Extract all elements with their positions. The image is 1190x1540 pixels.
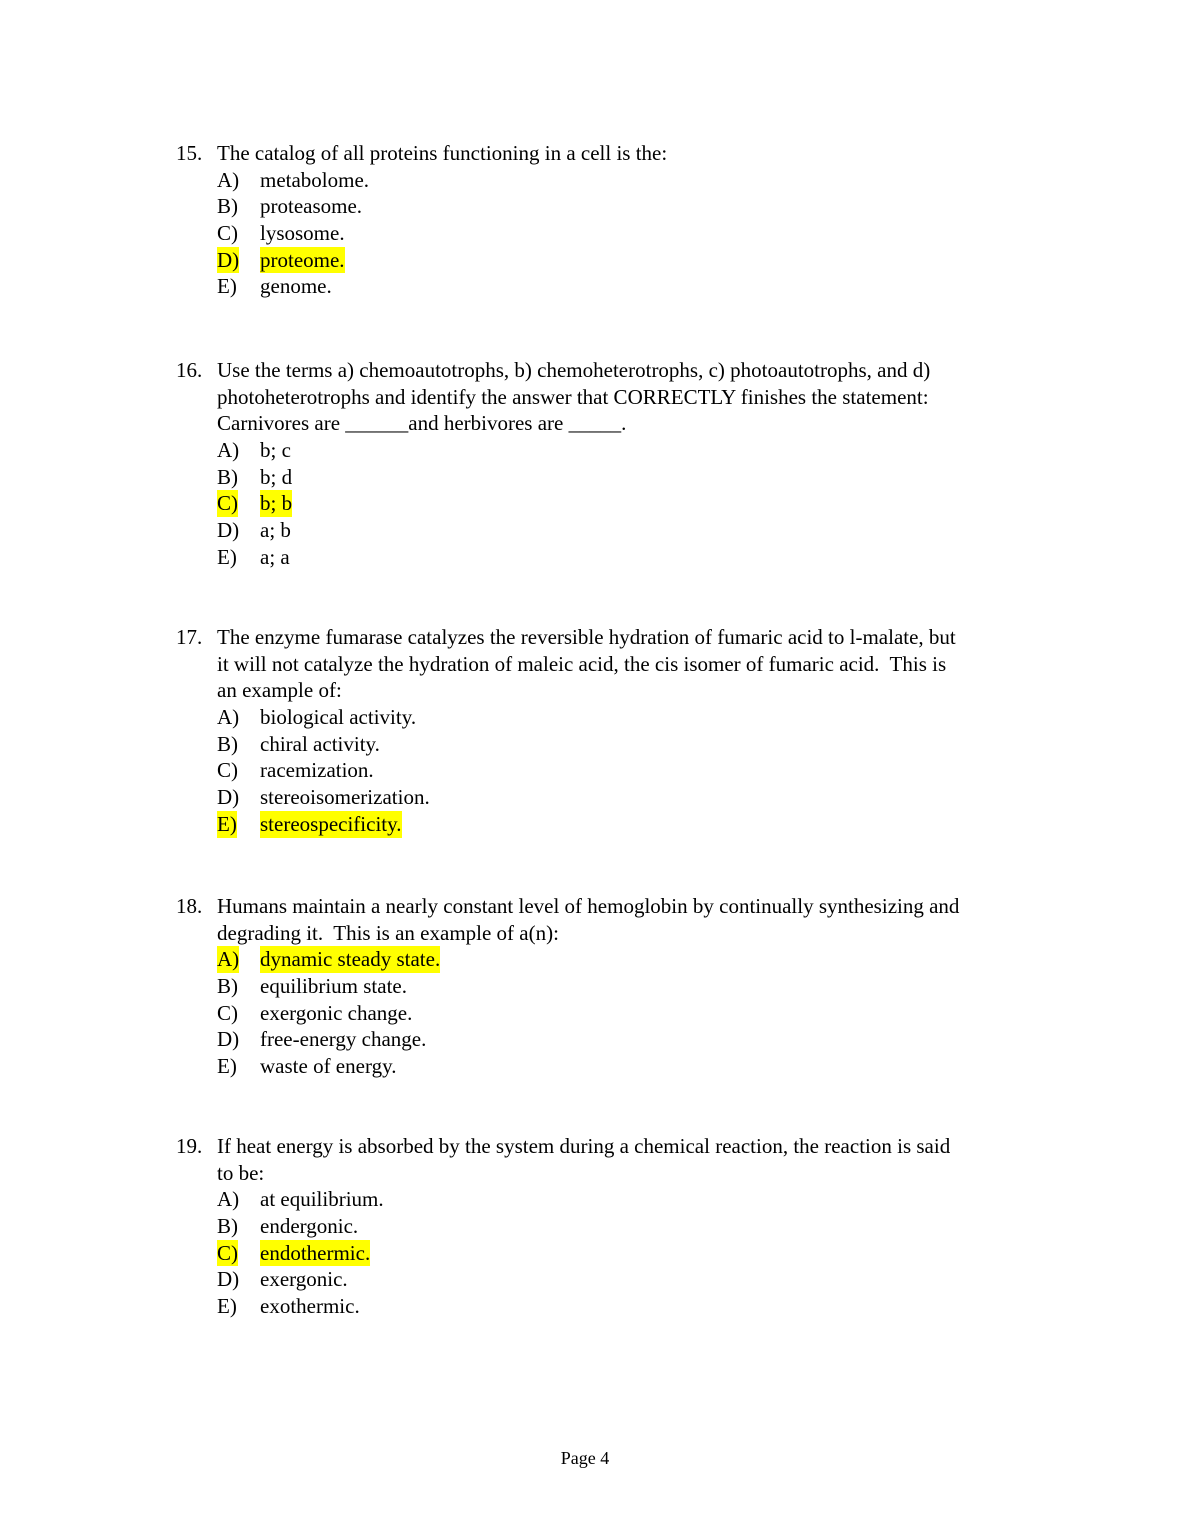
option-letter: C) bbox=[217, 1000, 238, 1025]
question-15 bbox=[176, 140, 1076, 300]
option-letter: C) bbox=[217, 221, 238, 246]
option-letter: C) bbox=[217, 491, 238, 516]
answer-option bbox=[217, 1266, 1076, 1293]
question-text-line: Humans maintain a nearly constant level of hemoglobin by continually synthesizing and bbox=[217, 894, 960, 918]
option-text: waste of energy. bbox=[260, 1054, 397, 1079]
option-letter: C) bbox=[217, 1240, 238, 1265]
answer-option bbox=[217, 1213, 1076, 1240]
option-letter: C) bbox=[217, 758, 238, 783]
question-19 bbox=[176, 1133, 1076, 1320]
option-letter: D) bbox=[217, 1267, 240, 1292]
question-text-line: an example of: bbox=[217, 678, 342, 703]
option-text: proteasome. bbox=[260, 194, 363, 219]
question-number: 15. bbox=[176, 141, 203, 165]
answer-option bbox=[217, 1000, 1076, 1027]
question-number: 17. bbox=[176, 625, 203, 649]
answer-option bbox=[217, 704, 1076, 731]
question-text-line: If heat energy is absorbed by the system during a chemical reaction, the reaction is said bbox=[217, 1134, 951, 1158]
question-text-line: degrading it. This is an example of a(n): bbox=[217, 920, 559, 945]
answer-option bbox=[217, 193, 1076, 220]
option-text: exergonic. bbox=[260, 1267, 348, 1292]
option-text: metabolome. bbox=[260, 167, 370, 192]
answer-option bbox=[217, 544, 1076, 571]
option-letter: B) bbox=[217, 464, 238, 489]
question-number: 19. bbox=[176, 1134, 203, 1158]
option-text: exothermic. bbox=[260, 1294, 360, 1319]
option-letter: A) bbox=[217, 438, 240, 463]
question-text-line: Use the terms a) chemoautotrophs, b) chemoheterotrophs, c) photoautotrophs, and d) bbox=[217, 358, 931, 382]
option-letter: B) bbox=[217, 194, 238, 219]
answer-option bbox=[217, 1053, 1076, 1080]
question-text-line: to be: bbox=[217, 1160, 265, 1185]
answer-option bbox=[217, 220, 1076, 247]
option-letter: B) bbox=[217, 974, 238, 999]
option-text: stereospecificity. bbox=[260, 811, 402, 836]
option-text: b; c bbox=[260, 438, 291, 463]
answer-option bbox=[217, 517, 1076, 544]
option-letter: E) bbox=[217, 544, 237, 569]
option-text: endothermic. bbox=[260, 1240, 371, 1265]
option-text: biological activity. bbox=[260, 705, 417, 730]
option-letter: E) bbox=[217, 1294, 237, 1319]
answer-option-highlighted bbox=[217, 1240, 1076, 1267]
option-letter: A) bbox=[217, 1187, 240, 1212]
option-letter: E) bbox=[217, 811, 237, 836]
answer-option-highlighted bbox=[217, 490, 1076, 517]
option-letter: D) bbox=[217, 247, 240, 272]
option-text: b; b bbox=[260, 491, 293, 516]
question-17 bbox=[176, 624, 1076, 838]
answer-option bbox=[217, 1026, 1076, 1053]
answer-option bbox=[217, 273, 1076, 300]
answer-option bbox=[217, 973, 1076, 1000]
option-text: free-energy change. bbox=[260, 1027, 427, 1052]
question-text-line: The enzyme fumarase catalyzes the reversible hydration of fumaric acid to l-malate, but bbox=[217, 625, 956, 649]
question-text-line: The catalog of all proteins functioning in a cell is the: bbox=[217, 141, 668, 165]
option-letter: A) bbox=[217, 705, 240, 730]
option-letter: A) bbox=[217, 167, 240, 192]
option-text: dynamic steady state. bbox=[260, 947, 441, 972]
answer-option bbox=[217, 784, 1076, 811]
option-text: lysosome. bbox=[260, 221, 345, 246]
answer-option bbox=[217, 167, 1076, 194]
answer-option-highlighted bbox=[217, 811, 1076, 838]
page-number: Page 4 bbox=[560, 1448, 610, 1468]
option-letter: D) bbox=[217, 518, 240, 543]
answer-option bbox=[217, 731, 1076, 758]
option-letter: B) bbox=[217, 731, 238, 756]
option-text: endergonic. bbox=[260, 1214, 359, 1239]
answer-option-highlighted bbox=[217, 946, 1076, 973]
option-text: proteome. bbox=[260, 247, 345, 272]
option-text: stereoisomerization. bbox=[260, 785, 430, 810]
option-letter: B) bbox=[217, 1214, 238, 1239]
option-text: at equilibrium. bbox=[260, 1187, 384, 1212]
question-text-line: photoheterotrophs and identify the answer that CORRECTLY finishes the statement: bbox=[217, 384, 929, 409]
option-text: a; b bbox=[260, 518, 291, 543]
option-text: equilibrium state. bbox=[260, 974, 407, 999]
option-letter: E) bbox=[217, 274, 237, 299]
option-letter: D) bbox=[217, 785, 240, 810]
answer-option bbox=[217, 1186, 1076, 1213]
option-text: b; d bbox=[260, 464, 293, 489]
option-text: exergonic change. bbox=[260, 1000, 413, 1025]
answer-option bbox=[217, 757, 1076, 784]
option-letter: E) bbox=[217, 1054, 237, 1079]
question-text-line: Carnivores are ______and herbivores are _____. bbox=[217, 411, 627, 436]
answer-option bbox=[217, 437, 1076, 464]
answer-option-highlighted bbox=[217, 247, 1076, 274]
option-text: chiral activity. bbox=[260, 731, 380, 756]
question-16 bbox=[176, 357, 1076, 571]
answer-option bbox=[217, 1293, 1076, 1320]
option-text: racemization. bbox=[260, 758, 374, 783]
option-letter: A) bbox=[217, 947, 240, 972]
question-text-line: it will not catalyze the hydration of maleic acid, the cis isomer of fumaric acid. This is bbox=[217, 651, 947, 676]
question-number: 18. bbox=[176, 894, 203, 918]
option-text: genome. bbox=[260, 274, 332, 299]
question-18 bbox=[176, 893, 1076, 1080]
option-letter: D) bbox=[217, 1027, 240, 1052]
question-number: 16. bbox=[176, 358, 203, 382]
answer-option bbox=[217, 464, 1076, 491]
option-text: a; a bbox=[260, 544, 290, 569]
